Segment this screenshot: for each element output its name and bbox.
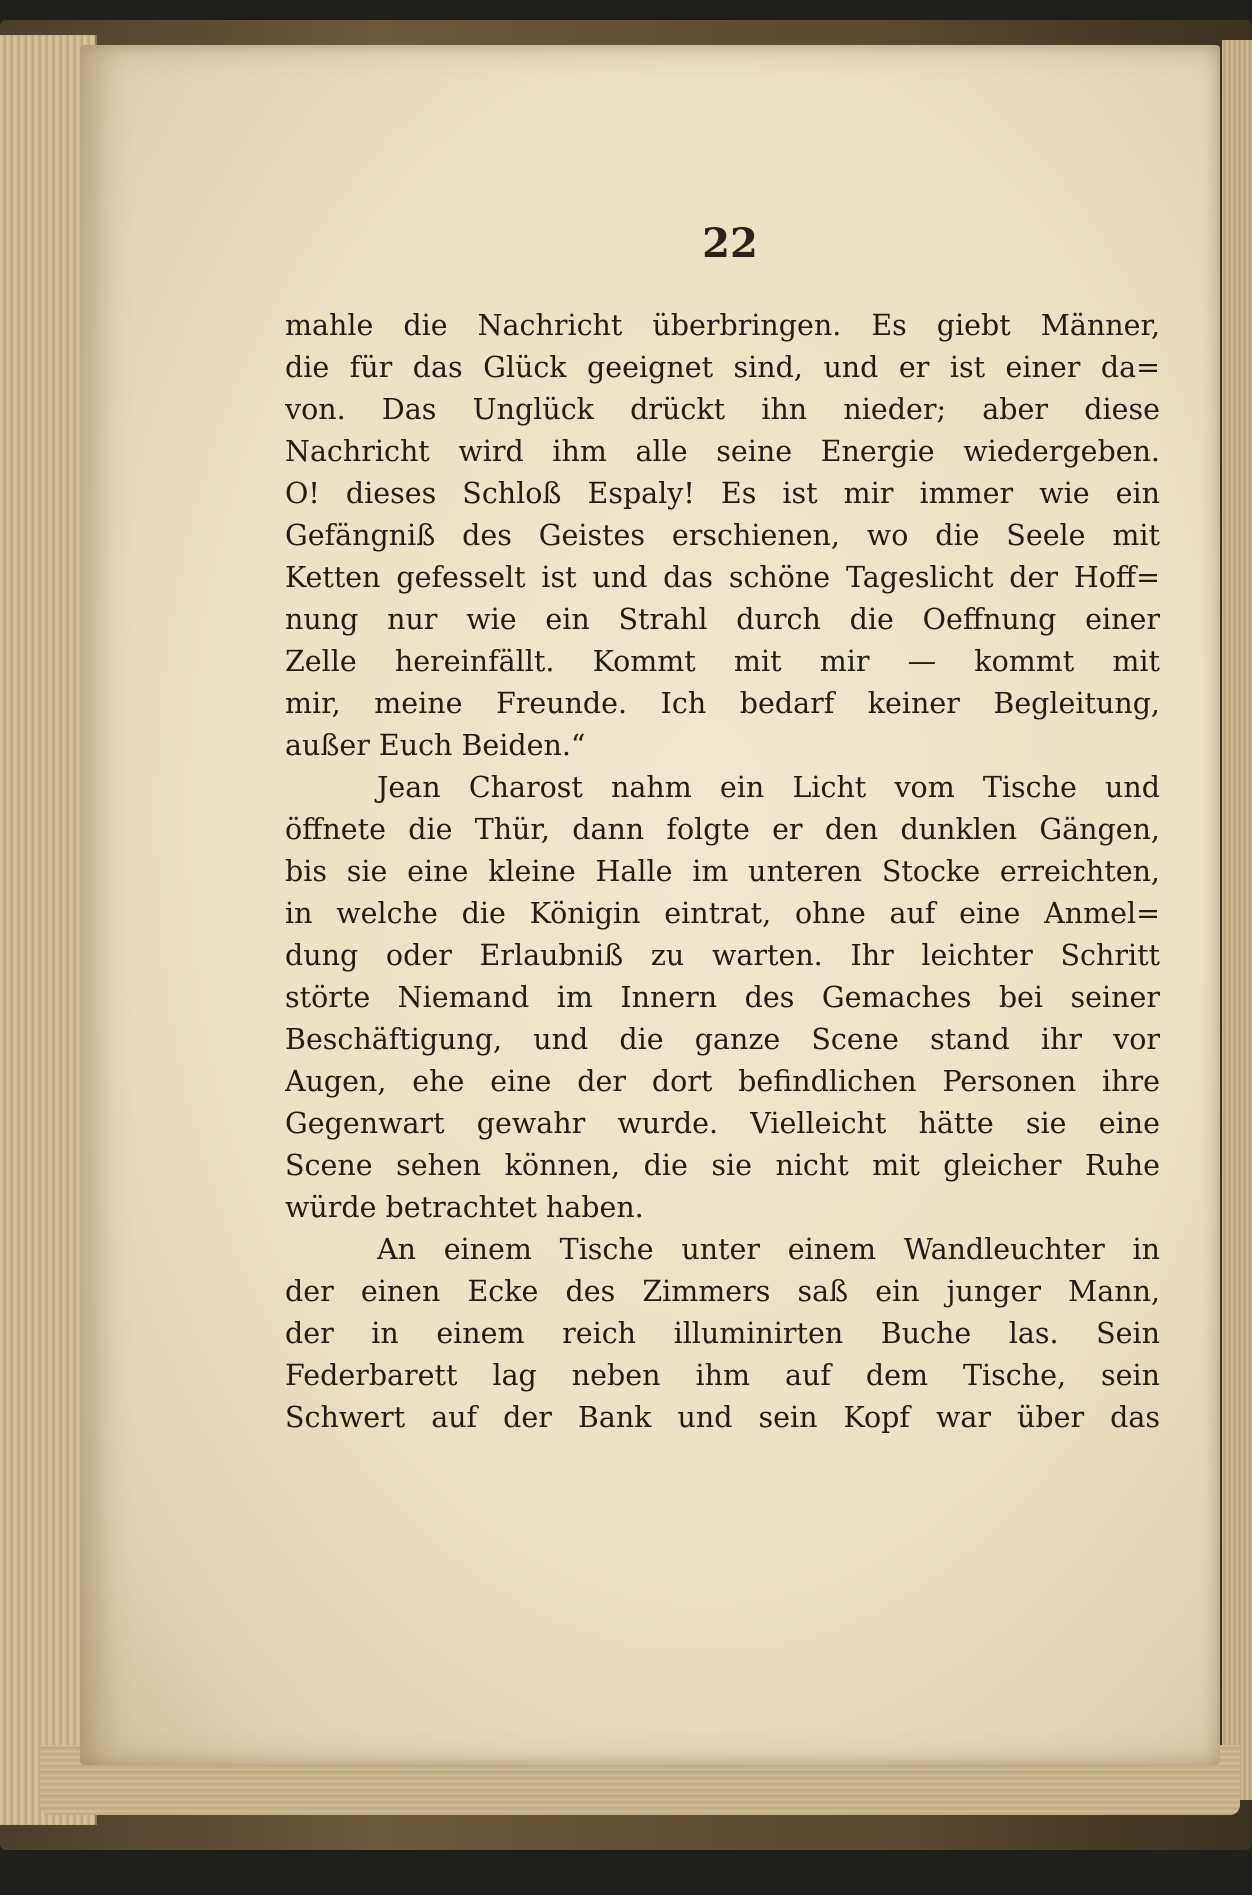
text-line: Zelle hereinfällt. Kommt mit mir — kommt mit [285, 645, 1160, 678]
text-line: mahle die Nachricht überbringen. Es giebt Männer, [285, 309, 1160, 342]
text-line: die für das Glück geeignet sind, und er ist einer da= [285, 351, 1160, 384]
text-line: Jean Charost nahm ein Licht vom Tische und [377, 771, 1160, 804]
text-line: der einen Ecke des Zimmers saß ein junger Mann, [285, 1275, 1160, 1308]
text-line: Scene sehen können, die sie nicht mit gleicher Ruhe [285, 1149, 1160, 1182]
text-line: Gefängniß des Geistes erschienen, wo die Seele mit [285, 519, 1160, 552]
text-line: Ketten gefesselt ist und das schöne Tageslicht der Hoff= [285, 561, 1160, 594]
text-line: Gegenwart gewahr wurde. Vielleicht hätte sie eine [285, 1107, 1160, 1140]
text-line: nung nur wie ein Strahl durch die Oeffnung einer [285, 603, 1160, 636]
text-line: in welche die Königin eintrat, ohne auf eine Anmel= [285, 897, 1160, 930]
text-line: Schwert auf der Bank und sein Kopf war über das [285, 1401, 1160, 1434]
page-edges-right [1222, 40, 1252, 1800]
page-body-text [285, 305, 1160, 1439]
text-line: Federbarett lag neben ihm auf dem Tische, sein [285, 1359, 1160, 1392]
paragraph [285, 1229, 1160, 1439]
page-number: 22 [702, 220, 758, 267]
text-line: würde betrachtet haben. [285, 1191, 644, 1224]
text-line: störte Niemand im Innern des Gemaches bei seiner [285, 981, 1160, 1014]
text-line: außer Euch Beiden.“ [285, 729, 586, 762]
text-line: Beschäftigung, und die ganze Scene stand ihr vor [285, 1023, 1160, 1056]
text-line: An einem Tische unter einem Wandleuchter in [377, 1233, 1160, 1266]
text-line: öffnete die Thür, dann folgte er den dunklen Gängen, [285, 813, 1160, 846]
paragraph [285, 767, 1160, 1229]
text-line: dung oder Erlaubniß zu warten. Ihr leichter Schritt [285, 939, 1160, 972]
text-line: bis sie eine kleine Halle im unteren Stocke erreichten, [285, 855, 1160, 888]
text-line: Nachricht wird ihm alle seine Energie wiedergeben. [285, 435, 1160, 468]
text-line: von. Das Unglück drückt ihn nieder; aber diese [285, 393, 1160, 426]
paragraph [285, 305, 1160, 767]
text-line: O! dieses Schloß Espaly! Es ist mir immer wie ein [285, 477, 1160, 510]
text-line: Augen, ehe eine der dort befindlichen Personen ihre [285, 1065, 1160, 1098]
text-line: mir, meine Freunde. Ich bedarf keiner Begleitung, [285, 687, 1160, 720]
text-line: der in einem reich illuminirten Buche las. Sein [285, 1317, 1160, 1350]
